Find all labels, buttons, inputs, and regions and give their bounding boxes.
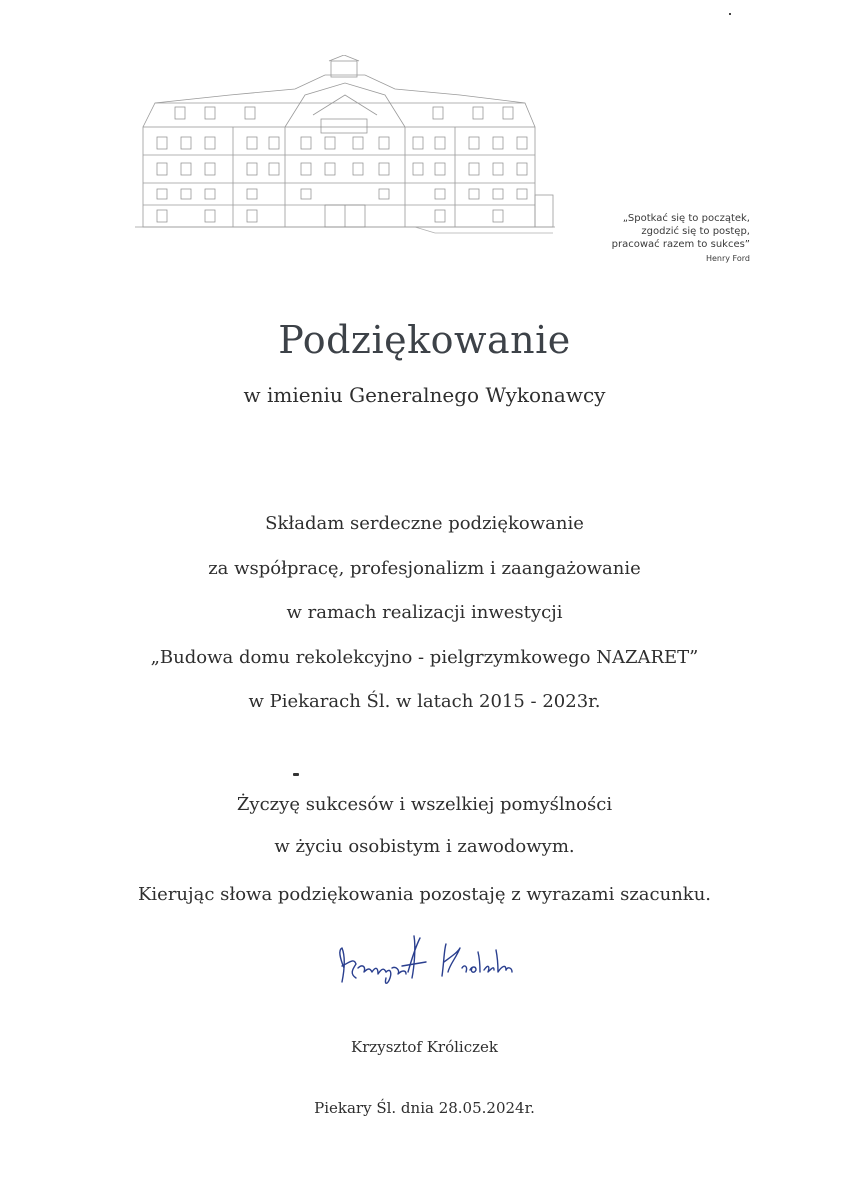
body-line-5: w Piekarach Śl. w latach 2015 - 2023r. [248,691,601,712]
letter-body [0,502,849,725]
quote-line-2: zgodzić się to postęp, [641,226,750,237]
quote-line-3: pracować razem to sukces” [611,239,750,250]
body-line-1: Składam serdeczne podziękowanie [265,513,584,534]
motto-quote [560,212,750,265]
wishes-line-1: Życzyę sukcesów i wszelkiej pomyślności [236,794,613,815]
quote-line-1: „Spotkać się to początek, [622,213,750,224]
scan-speck [729,13,731,15]
body-line-3: w ramach realizacji inwestycji [286,602,563,623]
signer-name: Krzysztof Króliczek [350,1038,498,1056]
building-illustration [135,55,555,235]
handwritten-signature [330,928,550,998]
body-line-4: „Budowa domu rekolekcyjno - pielgrzymkowego NAZARET” [150,646,699,668]
body-line-2: za współpracę, profesjonalizm i zaangażowanie [208,557,641,579]
letter-closing: Kierując słowa podziękowania pozostaję z wyrazami szacunku. [137,884,712,905]
place-and-date: Piekary Śl. dnia 28.05.2024r. [314,1099,535,1117]
letter-title: Podziękowanie [278,318,571,362]
quote-author: Henry Ford [705,254,750,263]
wishes-line-2: w życiu osobistym i zawodowym. [274,836,575,857]
letter-wishes [0,784,849,868]
letter-subtitle: w imieniu Generalnego Wykonawcy [243,383,606,407]
ink-mark [293,773,299,776]
